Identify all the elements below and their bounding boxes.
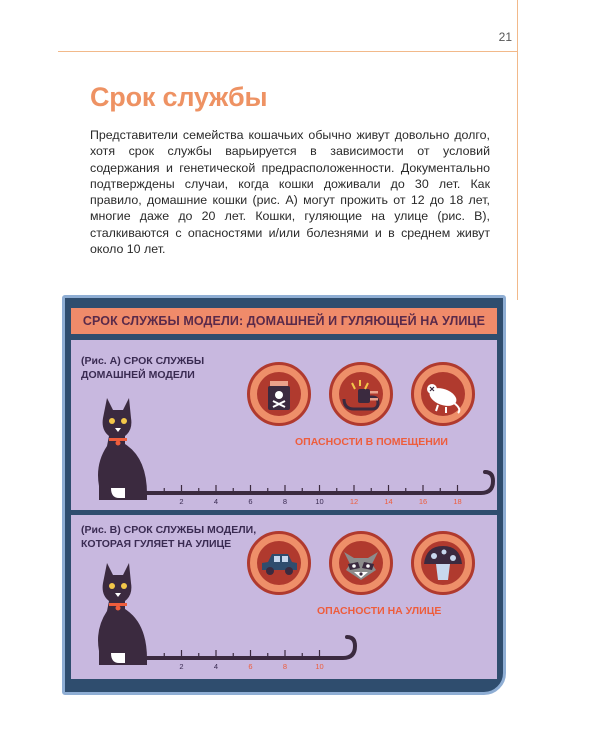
indoor-label-line2: ДОМАШНЕЙ МОДЕЛИ: [81, 369, 195, 381]
tick-label: 10: [315, 662, 324, 671]
outdoor-cat-figure: [89, 559, 151, 665]
tick-label: 14: [384, 497, 393, 506]
outdoor-label-line1: (Рис. B) СРОК СЛУЖБЫ МОДЕЛИ,: [81, 524, 257, 536]
outdoor-dangers-label: ОПАСНОСТИ НА УЛИЦЕ: [317, 605, 442, 617]
tick-label: 4: [213, 662, 219, 671]
dead-mouse-icon: [411, 362, 475, 426]
tick-label: 8: [282, 662, 288, 671]
poison-jar-icon: [247, 362, 311, 426]
body-paragraph: Представители семейства кошачьих обычно живут довольно долго, хотя срок службы варьируется в зависимости от условий содержания и генетической предрасположенности. Документально подтверждены случаи, когда кошки доживали до 30 лет. Как правило, домашние кошки (рис. A) могут прожить от 12 до 18 лет, многие даже до 20 лет. Кошки, гуляющие на улице (рис. B), сталкиваются с опасностями и/или болезнями и в среднем живут около 10 лет.: [90, 128, 490, 257]
indoor-label-line1: (Рис. A) СРОК СЛУЖБЫ: [81, 355, 205, 367]
tick-label: 8: [282, 497, 288, 506]
indoor-dangers-label: ОПАСНОСТИ В ПОМЕЩЕНИИ: [295, 436, 448, 448]
mushroom-icon: [411, 531, 475, 595]
tick-label: 2: [179, 497, 184, 506]
outdoor-panel: [71, 515, 497, 679]
outdoor-label-line2: КОТОРАЯ ГУЛЯЕТ НА УЛИЦЕ: [81, 538, 232, 550]
top-rule: [58, 51, 518, 52]
tick-label: 10: [315, 497, 324, 506]
lifespan-infographic: [62, 295, 506, 695]
right-rule: [517, 0, 518, 300]
indoor-cat-figure: [89, 394, 151, 500]
tick-label: 12: [349, 497, 359, 506]
car-icon: [247, 531, 311, 595]
tick-label: 6: [248, 662, 253, 671]
electric-plug-icon: [329, 362, 393, 426]
raccoon-icon: [329, 531, 393, 595]
tick-label: 6: [248, 497, 253, 506]
page-number: 21: [498, 30, 512, 44]
section-title: Срок службы: [90, 82, 268, 112]
infographic-banner: СРОК СЛУЖБЫ МОДЕЛИ: ДОМАШНЕЙ И ГУЛЯЮЩЕЙ НА УЛИЦЕ: [71, 308, 497, 334]
indoor-panel: [71, 340, 497, 510]
tick-label: 2: [179, 662, 184, 671]
tick-label: 18: [453, 497, 462, 506]
tick-label: 4: [213, 497, 219, 506]
tick-label: 16: [418, 497, 428, 506]
